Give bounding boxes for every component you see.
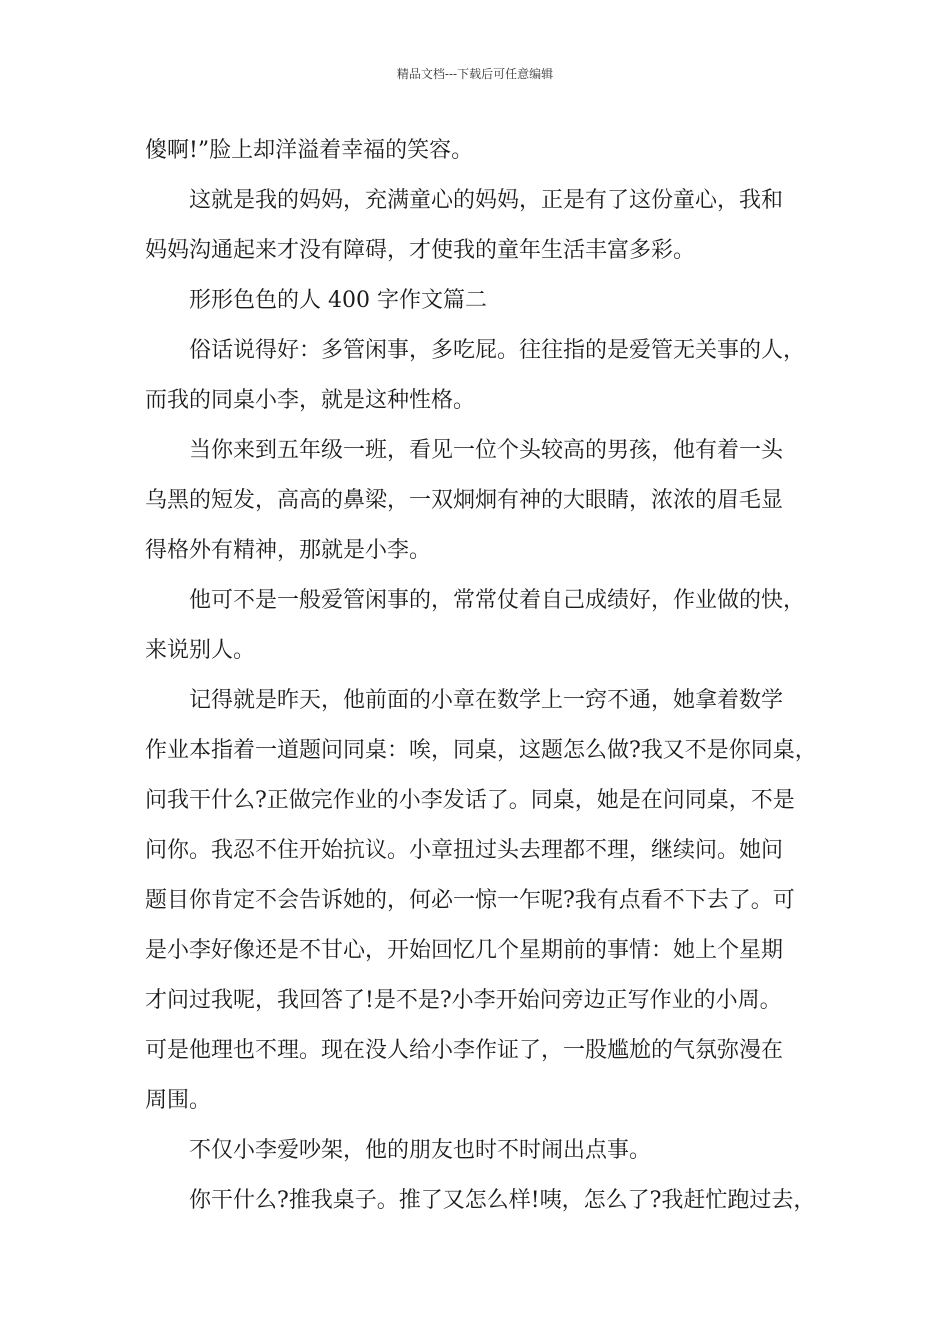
text-line-12: 记得就是昨天，他前面的小章在数学上一窍不通，她拿着数学	[189, 688, 784, 713]
text-line-10: 他可不是一般爱管闲事的，常常仗着自己成绩好，作业做的快，	[189, 588, 806, 613]
text-line-22: 你干什么?推我桌子。推了又怎么样!咦，怎么了?我赶忙跑过去，	[189, 1188, 816, 1213]
text-line-2: 这就是我的妈妈，充满童心的妈妈，正是有了这份童心，我和	[189, 188, 784, 213]
text-line-14: 问我干什么?正做完作业的小李发话了。同桌，她是在问同桌，不是	[145, 788, 795, 813]
text-line-1: 傻啊!”脸上却洋溢着幸福的笑容。	[145, 138, 474, 163]
text-line-8: 乌黑的短发，高高的鼻梁，一双炯炯有神的大眼睛，浓浓的眉毛显	[145, 488, 784, 513]
text-line-21: 不仅小李爱吵架，他的朋友也时不时闹出点事。	[189, 1138, 652, 1163]
text-line-3: 妈妈沟通起来才没有障碍，才使我的童年生活丰富多彩。	[145, 238, 696, 263]
text-line-9: 得格外有精神，那就是小李。	[145, 538, 432, 563]
text-line-17: 是小李好像还是不甘心，开始回忆几个星期前的事情：她上个星期	[145, 938, 784, 963]
text-line-11: 来说别人。	[145, 638, 256, 663]
text-line-20: 周围。	[145, 1088, 212, 1113]
text-line-16: 题目你肯定不会告诉她的，何必一惊一乍呢?我有点看不下去了。可	[145, 888, 795, 913]
text-line-18: 才问过我呢，我回答了!是不是?小李开始问旁边正写作业的小周。	[145, 988, 782, 1013]
text-line-15: 问你。我忍不住开始抗议。小章扭过头去理都不理，继续问。她问	[145, 838, 784, 863]
text-line-6: 而我的同桌小李，就是这种性格。	[145, 388, 476, 413]
text-line-13: 作业本指着一道题问同桌：唉，同桌，这题怎么做?我又不是你同桌，	[145, 738, 817, 763]
text-line-19: 可是他理也不理。现在没人给小李作证了，一股尴尬的气氛弥漫在	[145, 1038, 784, 1063]
text-line-7: 当你来到五年级一班，看见一位个头较高的男孩，他有着一头	[189, 438, 784, 463]
section-heading: 形形色色的人 400 字作文篇二	[189, 288, 487, 313]
text-line-5: 俗话说得好：多管闲事，多吃屁。往往指的是爱管无关事的人，	[189, 338, 806, 363]
document-body	[145, 126, 825, 1226]
page-header: 精品文档---下载后可任意编辑	[396, 67, 554, 81]
